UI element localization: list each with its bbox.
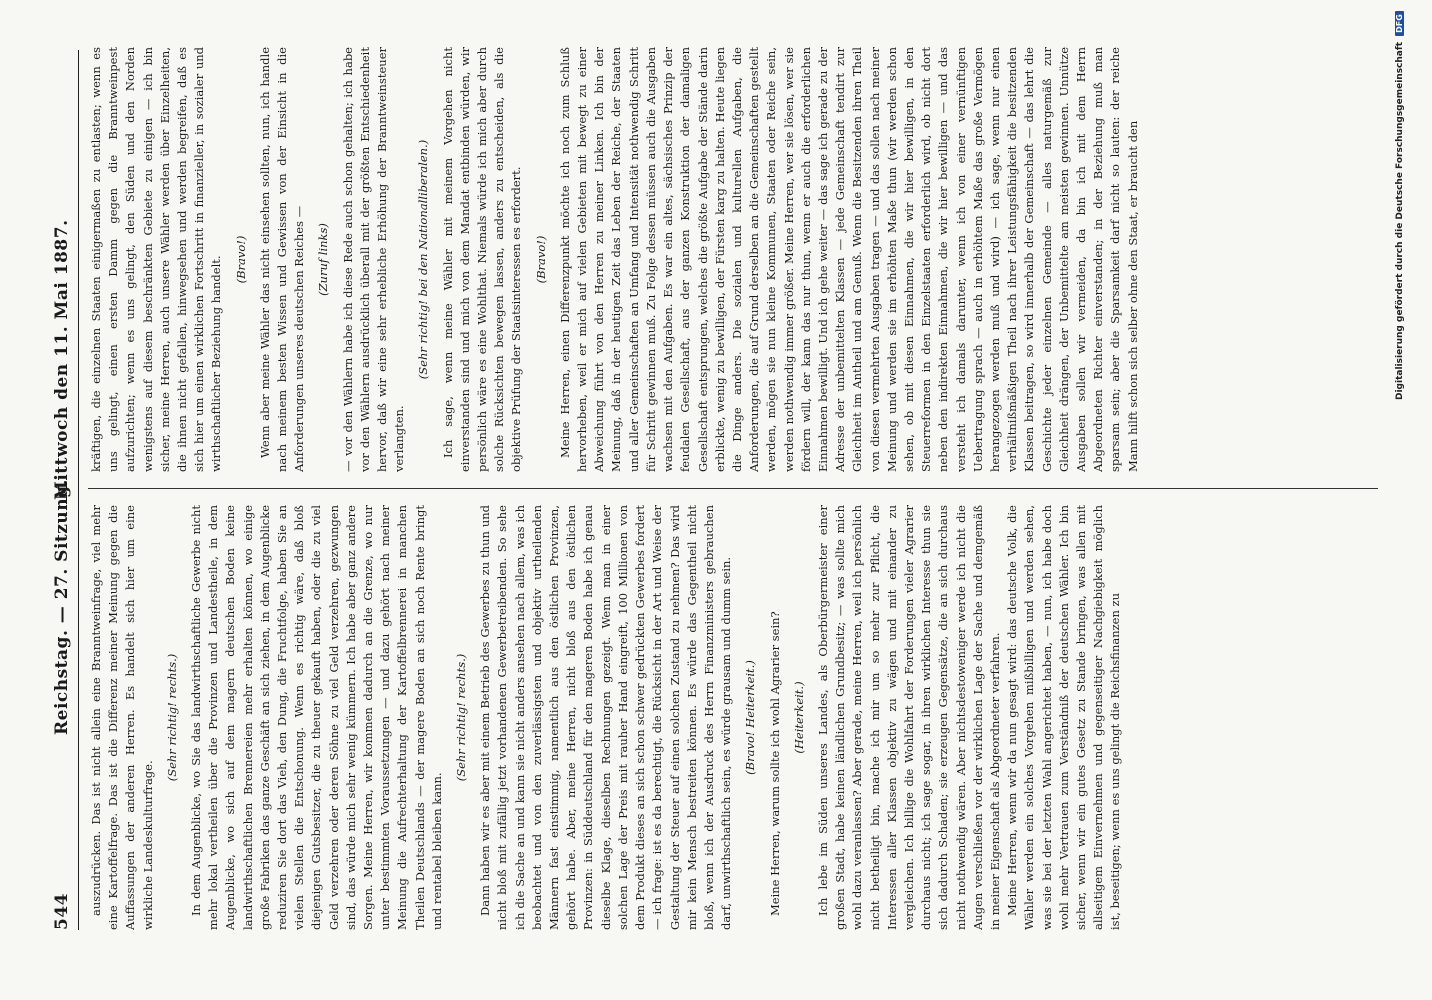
paragraph: auszudrücken. Das ist nicht allein eine Branntweinfrage, viel mehr eine Kartoffelfrage. Das ist die Differenz meiner Meinung gegen die Auffassungen der anderen Herren. Es handelt sich hier um eine wirkliche Landeskulturfrage. [89, 505, 155, 930]
session-title: Reichstag. — 27. Sitzung. [52, 479, 72, 735]
paragraph: Ich lebe im Süden unseres Landes, als Oberbürgermeister einer großen Stadt, habe keinen ländlichen Grundbesitz; — was sollte mich wohl dazu veranlassen? Aber gerade, meine Herren, weil ich persönlich nicht betheiligt bin, mache ich mir um so mehr zur Pflicht, die Interessen aller Klassen objektiv zu wägen und mit einander zu vergleichen. Ich billige die Wohlfahrt der Forderungen vieler Agrarier durchaus nicht; ich sage sogar, in ihren wirklichen Interesse thun sie sich dadurch Schaden; sie erzeugen Gegensätze, die an sich durchaus nicht nothwendig wären. Aber nichtsdestoweniger werde ich nicht die Augen verschließen vor der wirklichen Lage der Sache und demgemäß in meiner Eigenschaft als Abgeordneter verfahren. [815, 505, 1002, 930]
paragraph: — vor den Wählern habe ich diese Rede auch schon gehalten; ich habe vor den Wählern ausdrücklich überall mit der größten Entschiedenheit hervor, daß wir eine sehr erhebliche Erhöhung der Branntweinsteuer verlangten. [340, 47, 407, 472]
interjection: (Bravo!) [533, 235, 548, 284]
credit-text: Digitalisierung gefördert durch die Deutsche Forschungsgemeinschaft [1395, 41, 1405, 400]
interjection: (Zuruf links) [316, 223, 331, 296]
paragraph: Meine Herren, wenn wir da nun gesagt wird: das deutsche Volk, die Wähler werden ein solches Vorgehen mißbilligen und werden sehen, was sie bei der letzten Wahl angerichtet haben, — nun, ich habe doch wohl mehr Vertrauen zum Verständniß der deutschen Wähler. Ich bin sicher, wenn wir ein gutes Gesetz zu Stande bringen, was allen mit allseitigem Einvernehmen und gegenseitiger Nachgiebigkeit möglich ist, beseitigen; wenn es uns gelingt die Reichsfinanzen zu [1005, 505, 1123, 930]
running-header [52, 50, 74, 930]
interjection: (Heiterkeit.) [791, 681, 806, 754]
interjection: (Sehr richtig! rechts.) [164, 653, 179, 782]
interjection: (Bravo! Heiterkeit.) [743, 660, 758, 775]
right-column [88, 47, 1378, 472]
interjection: (Sehr richtig! bei den Nationalliberalen.) [416, 139, 431, 380]
column-divider [88, 488, 1378, 489]
session-date: Mittwoch den 11. Mai 1887. [52, 219, 72, 500]
page-number: 544 [52, 893, 72, 930]
paragraph: kräftigen, die einzelnen Staaten einigermaßen zu entlasten; wenn es uns gelingt, einen ersten Damm gegen die Branntweinpest aufzurichten; wenn es uns gelingt, den Süden und den Norden wenigstens auf diesem beschränkten Gebiete zu einigen — ich bin sicher, meine Herren, auch unsere Wähler werden über Einzelheiten, die ihnen nicht gefallen, hinwegsehen und werden begreifen, daß es sich hier um einen wirklichen Fortschritt in finanzieller, in sozialer und wirthschaftlicher Beziehung handelt. [89, 47, 224, 472]
paragraph: Wenn aber meine Wähler das nicht einsehen sollten, nun, ich handle nach meinem besten Wissen und Gewissen von der Einsicht in die Anforderungen unseres deutschen Reiches — [257, 47, 307, 472]
paragraph: Meine Herren, einen Differenzpunkt möchte ich noch zum Schluß hervorheben, weil er mich auf vielen Gebieten mit bewegt zu einer Abweichung führt von den Herren zu meiner Linken. Ich bin der Meinung, daß in der heutigen Zeit das Leben der Reiche, der Staaten und aller Gemeinschaften an Umfang und Intensität nothwendig Schritt für Schritt gewinnen muß. Zu Folge dessen müssen auch die Ausgaben wachsen mit den Aufgaben. Es war ein altes, sächsisches Prinzip der feudalen Gesellschaft, aus der ganzen Konstruktion der damaligen Gesellschaft entsprungen, welches die größte Aufgabe der Stände darin erblickte, wenig zu bewilligen, der Fürsten karg zu halten. Heute liegen die Dinge anders. Die sozialen und kulturellen Aufgaben, die Anforderungen, die auf Grund derselben an die Gemeinschaften gestellt werden, mögen sie nun kleine Kommunen, Staaten oder Reiche sein, werden nothwendig immer größer. Meine Herren, wer sie lösen, wer sie fördern will, der kann das nur thun, wenn er auch die erforderlichen Einnahmen bewilligt. Und ich gehe weiter — das sage ich gerade zu der Adresse der unbemittelten Klassen — jede Gemeinschaft tendirt zur Gleichheit im Antheil und am Genuß. Wenn die Besitzenden ihren Theil von diesen vermehrten Ausgaben tragen — und das sollen nach meiner Meinung und werden sie im erhöhten Maße thun (wir werden schon sehen, ob mit diesen Einnahmen, die wir hier bewilligen, in den Steuerreformen in den Einzelstaaten erforderlich wird, ob nicht dort neben den indirekten Einnahmen, die wir hier bewilligen — und das versteht ich damals darunter, wenn ich von einer vernünftigen Uebertragung sprach — auch in erhöhtem Maße das große Vermögen herangezogen werden muß und wird) — ich sage, wenn nur einen verhältnißmäßigen Theil nach ihrer Leistungsfähigkeit die besitzenden Klassen beitragen, so wird innerhalb der Gemeinschaft — das lehrt die Geschichte jeder einzelnen Gemeinde — alles naturgemäß zur Gleichheit drängen, der Unbemittelte am meisten gewinnen. Unnütze Ausgaben sollen wir vermeiden, da bin ich mit dem Herrn Abgeordneten Richter einverstanden; in der Beziehung muß man sparsam sein; aber die Sparsamkeit darf nicht so lauten: der reiche Mann hilft schon sich selber ohne den Staat, er braucht den [557, 47, 1140, 472]
interjection: (Bravo!) [233, 235, 248, 284]
paragraph: Meine Herren, warum sollte ich wohl Agrarier sein? [767, 611, 782, 916]
digitization-credit [1395, 14, 1411, 400]
left-column [88, 505, 1378, 930]
paragraph: Ich sage, wenn meine Wähler mit meinem Vorgehen nicht einverstanden sind und mich von dem Mandat entbinden würden, wir persönlich wäre es eine Wohlthat. Niemals würde ich mich aber durch solche Rücksichten bewegen lassen, anders zu entscheiden, als die objektive Prüfung der Staatsinteressen es erfordert. [440, 47, 524, 472]
dfg-logo: DFG [1395, 11, 1404, 36]
interjection: (Sehr richtig! rechts.) [454, 653, 469, 782]
paragraph: In dem Augenblicke, wo Sie das landwirthschaftliche Gewerbe nicht mehr lokal vertheilen über die Provinzen und Landestheile, in dem Augenblicke, wo sich auf dem magern deutschen Boden keine landwirthschaftlichen Brennereien mehr erhalten können, wo einige große Fabriken das ganze Geschäft an sich ziehen, in dem Augenblicke reduziren Sie dort das Vieh, den Dung, die Fruchtfolge, haben Sie an vielen Stellen die Entschonung. Wenn es richtig wäre, daß bloß diejenigen Gutsbesitzer, die zu theuer gekauft haben, oder die zu viel Geld verzehren oder deren Söhne zu viel Geld verzehren, gezwungen sind, das würde mich sehr wenig kümmern. Ich habe aber ganz andere Sorgen. Meine Herren, wir kommen dadurch an die Grenze, wo nur unter bestimmten Voraussetzungen — und dazu gehört nach meiner Meinung die Aufrechterhaltung der Kartoffelbrennerei in manchen Theilen Deutschlands — der magere Boden an sich noch Rente bringt und rentabel bleiben kann. [189, 505, 444, 930]
paragraph: Dann haben wir es aber mit einem Betrieb des Gewerbes zu thun und nicht bloß mit zufällig jetzt vorhandenen Gewerbetreibenden. So sehe ich die Sache an und kann sie nicht anders ansehen nach allem, was ich beobachtet und von den zuverlässigsten und objektiv urtheilenden Männern fast einstimmig, namentlich aus den östlichen Provinzen, gehört habe. Aber, meine Herren, nicht bloß aus den östlichen Provinzen: in Süddeutschland für den mageren Boden habe ich genau dieselbe Klage, dieselben Rechnungen gezeigt. Wenn man in einer solchen Lage der Preis mit rauher Hand eingreift, 100 Millionen von dem Produkt dieses an sich schon schwer gedrückten Gewerbes fordert — ich frage: ist es da berechtigt, die Rücksicht in der Art und Weise der Gestaltung der Steuer auf einen solchen Zustand zu nehmen? Das wird mir kein Mensch bestreiten können. Es würde das Gegentheil nicht bloß, wenn ich der Ausdruck des Herrn Finanzministers gebrauchen darf, unwirthschaftlich sein, es würde grausam und dumm sein. [478, 505, 734, 930]
header-rule [78, 50, 79, 930]
